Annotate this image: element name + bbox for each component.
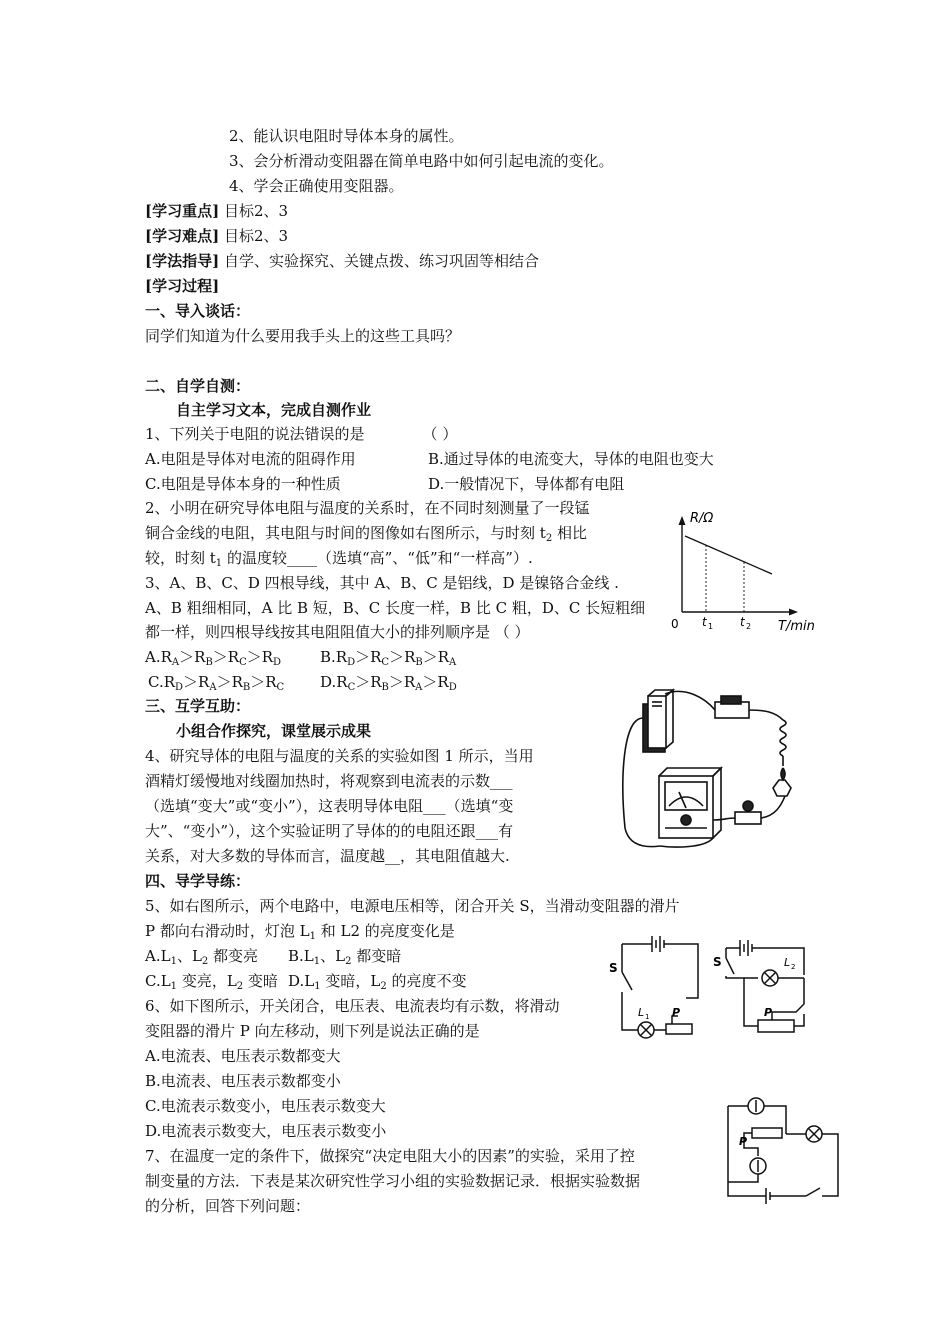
q1-stem-line xyxy=(145,423,457,445)
q5-option-b: $B.L_1$、$L_2$ 都变暗 xyxy=(288,947,402,967)
resistance-time-graph xyxy=(660,500,840,640)
two-circuits-figure xyxy=(608,930,818,1045)
q2-line-1: 2、小明在研究导体电阻与温度的关系时，在不同时刻测量了一段锰 xyxy=(145,499,590,517)
q2-line-3 xyxy=(145,547,533,569)
objective-2: 2、能认识电阻时导体本身的属性。 xyxy=(229,127,464,145)
difficulty-line xyxy=(145,225,288,247)
fig2-p-label: P xyxy=(764,1006,773,1019)
q2-line-3b: 的温度较____（选填“高”、“低”和“一样高”）. xyxy=(222,549,533,567)
objective-4: 4、学会正确使用变阻器。 xyxy=(229,177,404,195)
q2-line-2 xyxy=(145,522,587,544)
q3-a-r: A.R xyxy=(145,648,172,666)
q1-option-b: B.通过导体的电流变大，导体的电阻也变大 xyxy=(428,450,714,468)
section-1-title: 一、导入谈话： xyxy=(145,302,251,320)
q1-option-a: A.电阻是导体对电流的阻碍作用 xyxy=(145,450,356,468)
fig1-p-label: P xyxy=(672,1006,681,1019)
q5-line-1: 5、如右图所示，两个电路中，电源电压相等，闭合开关 S，当滑动变阻器的滑片 xyxy=(145,897,680,915)
method-tag: [学法指导] xyxy=(145,252,220,270)
graph-origin: 0 xyxy=(671,617,679,631)
q4-line-4: 大”、“变小”），这个实验证明了导体的的电阻还跟___有 xyxy=(145,822,514,840)
graph-t1: t xyxy=(702,615,707,629)
section-3-sub: 小组合作探究，课堂展示成果 xyxy=(176,722,372,740)
q4-line-2: 酒精灯缓慢地对线圈加热时，将观察到电流表的示数___ xyxy=(145,772,513,790)
q7-line-3: 的分析，回答下列问题： xyxy=(145,1197,311,1215)
q5-l1-sub: 1 xyxy=(309,931,316,942)
q6-line-2: 变阻器的滑片 P 向左移动，则下列是说法正确的是 xyxy=(145,1022,480,1040)
q5-option-c: $C.L_1$ 变亮，$L_2$ 变暗 xyxy=(145,972,278,992)
q5-option-d: $D.L_1$ 变暗，$L_2$ 的亮度不变 xyxy=(288,972,467,992)
q5-line-2 xyxy=(145,920,455,942)
q6-line-1: 6、如下图所示，开关闭合，电压表、电流表均有示数，将滑动 xyxy=(145,997,560,1015)
graph-t2: t xyxy=(740,615,745,629)
objective-3: 3、会分析滑动变阻器在简单电路中如何引起电流的变化。 xyxy=(229,152,614,170)
graph-xlabel: T/min xyxy=(778,619,815,634)
experiment-apparatus-figure xyxy=(615,688,810,853)
q4-line-5: 关系，对大多数的导体而言，温度越__，其电阻值越大. xyxy=(145,847,510,865)
q3-d-r: D.R xyxy=(320,673,348,691)
q2-line-3a: 较，时刻 t xyxy=(145,549,216,567)
section-2-title: 二、自学自测： xyxy=(145,377,251,395)
q4-line-1: 4、研究导体的电阻与温度的关系的实验如图 1 所示，当用 xyxy=(145,747,534,765)
fig2-s-label: S xyxy=(713,955,722,969)
graph-ylabel: R/Ω xyxy=(690,511,714,526)
q2-line-2b: 相比 xyxy=(552,524,587,542)
q7-line-2: 制变量的方法．下表是某次研究性学习小组的实验数据记录．根据实验数据 xyxy=(145,1172,641,1190)
q3-option-d: $D.R_C>R_B>R_A>R_D$ xyxy=(320,673,457,693)
difficulty-text: 目标2、3 xyxy=(223,227,289,245)
q6-option-c: C.电流表示数变小，电压表示数变大 xyxy=(145,1097,386,1115)
fig1-l1-label: L xyxy=(638,1006,645,1019)
q6-fig-p-label: P xyxy=(739,1135,748,1148)
section-2-sub: 自主学习文本，完成自测作业 xyxy=(176,401,372,419)
q3-line-2: A、B 粗细相同，A 比 B 短，B、C 长度一样，B 比 C 粗，D、C 长短粗细 xyxy=(145,599,646,617)
q4-line-3: （选填“变大”或“变小”），这表明导体电阻___（选填“变 xyxy=(145,797,514,815)
fig1-l1-sub: 1 xyxy=(645,1013,650,1021)
section-3-title: 三、互学互助： xyxy=(145,697,251,715)
q5-option-a: $A.L_1$、$L_2$ 都变亮 xyxy=(145,947,259,967)
fig2-l2-label: L xyxy=(784,956,791,969)
q1-stem: 1、下列关于电阻的说法错误的是 xyxy=(145,425,365,443)
difficulty-tag: [学习难点] xyxy=(145,227,220,245)
q6-option-d: D.电流表示数变大，电压表示数变小 xyxy=(145,1122,387,1140)
graph-t1-sub: 1 xyxy=(708,622,714,631)
q7-line-1: 7、在温度一定的条件下，做探究“决定电阻大小的因素”的实验，采用了控 xyxy=(145,1147,635,1165)
q3-b-r: B.R xyxy=(320,648,348,666)
q5-line-2a: P 都向右滑动时，灯泡 L xyxy=(145,922,310,940)
focus-tag: [学习重点] xyxy=(145,202,220,220)
q1-option-c: C.电阻是导体本身的一种性质 xyxy=(145,475,341,493)
process-tag: [学习过程] xyxy=(145,277,220,295)
section-4-title: 四、导学导练： xyxy=(145,872,251,890)
method-text: 自学、实验探究、关键点拨、练习巩固等相结合 xyxy=(223,252,539,270)
q2-line-2a: 铜合金线的电阻，其电阻与时间的图像如右图所示，与时刻 t xyxy=(145,524,546,542)
q3-c-r: C.R xyxy=(148,673,176,691)
q6-option-a: A.电流表、电压表示数都变大 xyxy=(145,1047,341,1065)
fig2-l2-sub: 2 xyxy=(791,963,796,971)
section-1-text: 同学们知道为什么要用我手头上的这些工具吗？ xyxy=(145,327,461,345)
graph-t2-sub: 2 xyxy=(746,622,752,631)
q2-t1-sub: 1 xyxy=(215,558,223,569)
q2-t2-sub: 2 xyxy=(545,533,553,544)
q6-option-b: B.电流表、电压表示数都变小 xyxy=(145,1072,341,1090)
q1-option-d: D.一般情况下，导体都有电阻 xyxy=(428,475,625,493)
q3-option-a: $A.R_A>R_B>R_C>R_D$ xyxy=(145,648,282,668)
focus-line xyxy=(145,200,288,222)
q6-circuit-figure xyxy=(722,1094,844,1206)
focus-text: 目标2、3 xyxy=(223,202,289,220)
q1-paren: （ ） xyxy=(422,425,458,443)
q5-line-2b: 和 L2 的亮度变化是 xyxy=(315,922,455,940)
q3-option-b: $B.R_D>R_C>R_B>R_A$ xyxy=(320,648,457,668)
q3-line-1: 3、A、B、C、D 四根导线，其中 A、B、C 是铝线，D 是镍铬合金线 . xyxy=(145,574,619,592)
q3-line-3: 都一样，则四根导线按其电阻阻值大小的排列顺序是 （ ） xyxy=(145,623,530,641)
fig1-s-label: S xyxy=(609,961,618,975)
method-line xyxy=(145,250,539,272)
q3-option-c: $C.R_D>R_A>R_B>R_C$ xyxy=(148,673,285,693)
